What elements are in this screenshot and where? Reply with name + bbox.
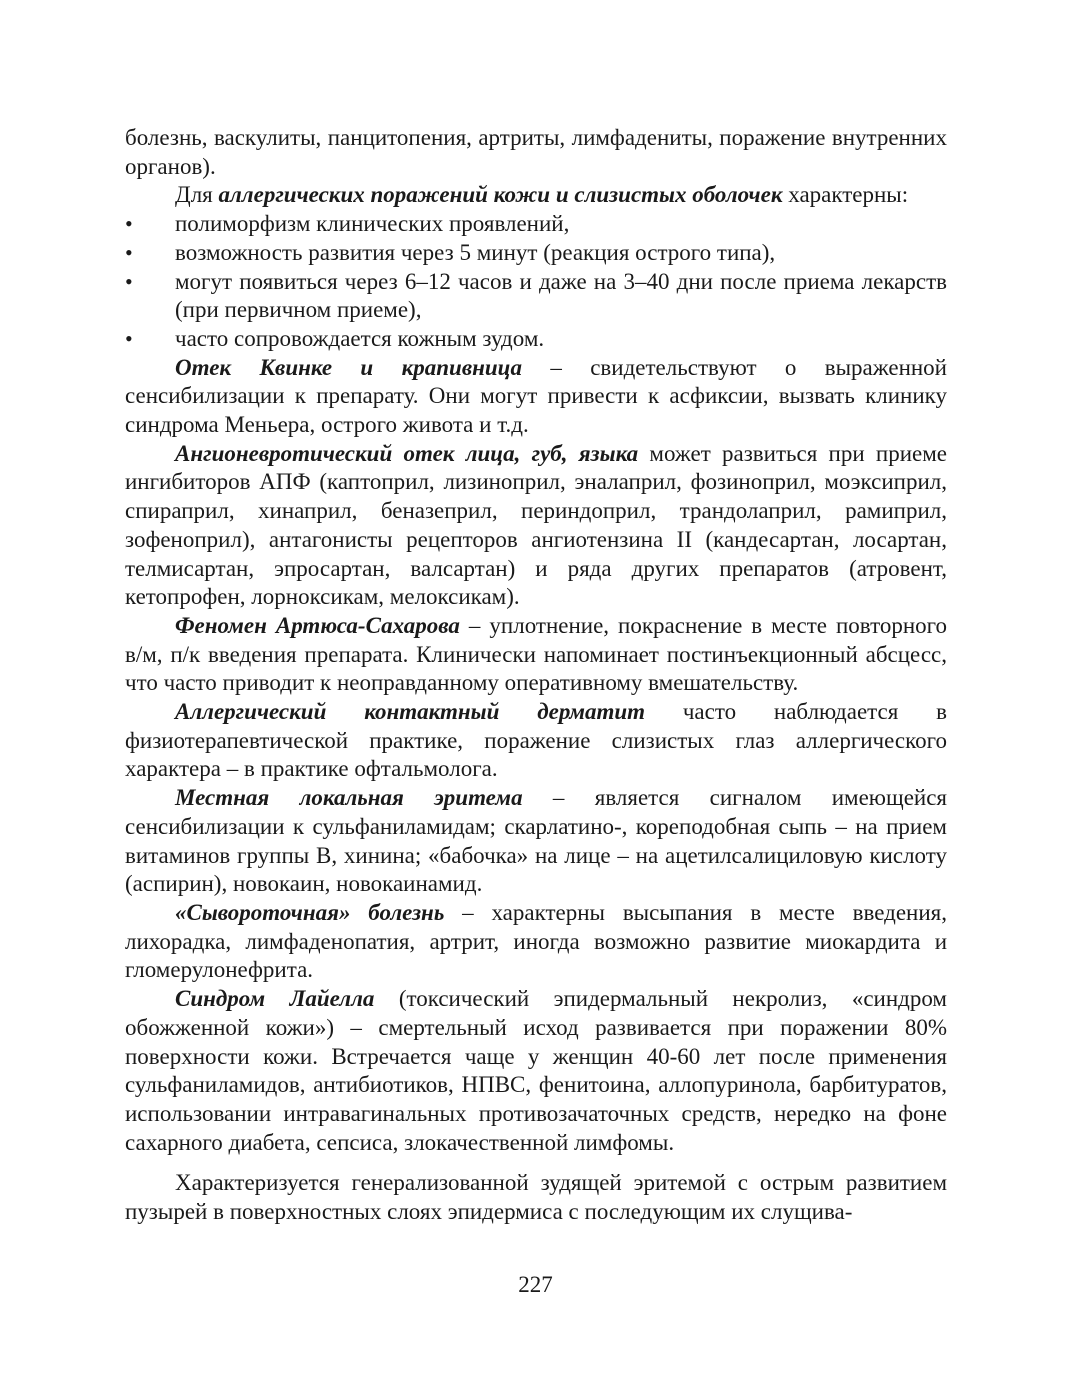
allergic-skin-term: аллергических поражений кожи и слизистых оболочек — [218, 182, 783, 208]
list-item: • полиморфизм клинических проявлений, — [125, 210, 947, 239]
symptom-list — [125, 210, 947, 354]
list-item: • возможность развития через 5 минут (реакция острого типа), — [125, 239, 947, 268]
paragraph-text: – свидетельствуют о выраженной сенсибилизации к препарату. Они могут привести к асфиксии, вызвать клинику синдрома Меньера, острого живота и т.д. — [125, 354, 947, 438]
serum-sickness-paragraph — [125, 899, 947, 985]
contact-dermatitis-paragraph — [125, 698, 947, 784]
list-item: • часто сопровождается кожным зудом. — [125, 325, 947, 354]
angioedema-paragraph — [125, 440, 947, 612]
allergic-skin-lead: Для — [175, 182, 219, 208]
arthus-paragraph — [125, 612, 947, 698]
paragraph-text: – уплотнение, покраснение в месте повторного в/м, п/к введения препарата. Клинически напоминает постинъекционный абсцесс, что часто приводит к неоправданному оперативному вмешательству. — [125, 612, 948, 696]
term-heading: Синдром Лайелла — [175, 986, 375, 1012]
quincke-paragraph — [125, 354, 947, 440]
local-erythema-paragraph — [125, 784, 947, 899]
lyell-paragraph — [125, 985, 947, 1157]
term-heading: Ангионевротический отек лица, губ, языка — [175, 440, 639, 466]
intro-paragraph: болезнь, васкулиты, панцитопения, артриты, лимфадениты, поражение внутренних органов). — [125, 125, 947, 179]
term-heading: Аллергический контактный дерматит — [175, 699, 646, 725]
term-heading: Феномен Артюса-Сахарова — [175, 612, 460, 638]
page-body — [125, 124, 947, 1227]
term-heading: «Сывороточная» болезнь — [175, 899, 445, 925]
list-item: • могут появиться через 6–12 часов и даже на 3–40 дни после приема лекарств (при первичном приеме), — [125, 268, 947, 325]
paragraph-text: – является сигналом имеющейся сенсибилизации к сульфаниламидам; скарлатино-, кореподобная сыпь – на прием витаминов группы В, хинина; «бабочка» на лице – на ацетилсалициловую кислоту (аспирин), новокаин, новокаинамид. — [125, 785, 947, 897]
closing-paragraph: Характеризуется генерализованной зудящей эритемой с острым развитием пузырей в поверхностных слоях эпидермиса с последующим их слущива- — [125, 1170, 947, 1225]
page-number: 227 — [518, 1272, 553, 1297]
term-heading: Отек Квинке и крапивница — [175, 354, 522, 380]
paragraph-text: – характерны высыпания в месте введения, лихорадка, лимфаденопатия, артрит, иногда возможно развитие миокардита и гломерулонефрита. — [125, 899, 947, 983]
allergic-skin-tail: характерны: — [782, 182, 909, 208]
term-heading: Местная локальная эритема — [175, 785, 523, 811]
paragraph-text: (токсический эпидермальный некролиз, «синдром обожженной кожи») – смертельный исход развивается при поражении 80% поверхности кожи. Встречается чаще у женщин 40-60 лет после применения сульфаниламидов, антибиотиков, НПВС, фенитоина, аллопуринола, барбитуратов, использовании интравагинальных противозачаточных средств, нередко на фоне сахарного диабета, сепсиса, злокачественной лимфомы. — [125, 986, 947, 1155]
paragraph-text: часто наблюдается в физиотерапевтической практике, поражение слизистых глаз аллергического характера – в практике офтальмолога. — [125, 699, 947, 782]
allergic-skin-paragraph — [125, 181, 947, 210]
paragraph-text: может развиться при приеме ингибиторов АПФ (каптоприл, лизиноприл, эналаприл, фозиноприл, моэксиприл, спираприл, хинаприл, беназеприл, периндоприл, трандолаприл, рамиприл, зофеноприл), антагонисты рецепторов ангиотензина II (кандесартан, лосартан, телмисартан, эпросартан, валсартан) и ряда других препаратов (атровент, кетопрофен, лорноксикам, мелоксикам). — [125, 440, 947, 610]
